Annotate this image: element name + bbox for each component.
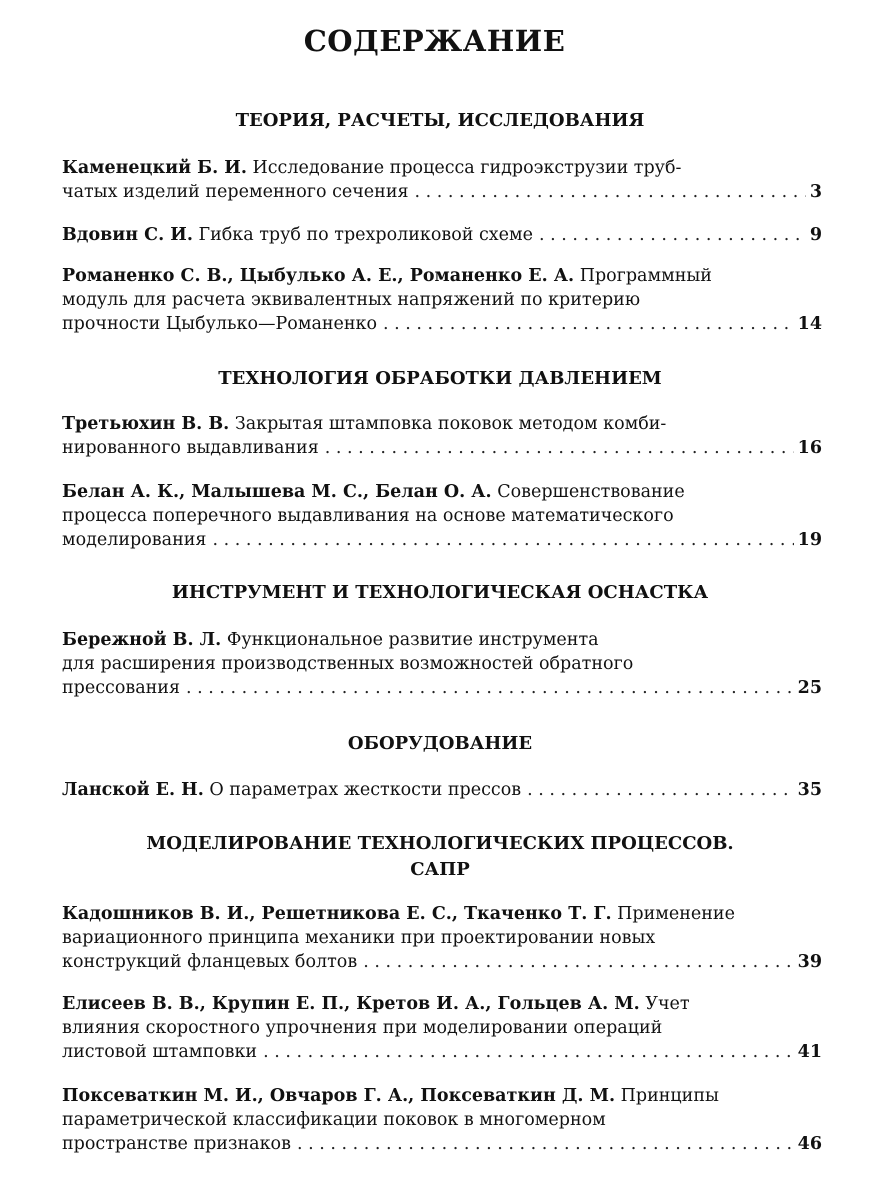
- entry-last-line: [62, 1040, 822, 1064]
- entry-title-text: нированного выдавливания: [62, 438, 319, 458]
- entry-title-text: Учет: [645, 994, 690, 1014]
- entry-line: для расширения производственных возможностей обратного: [62, 654, 634, 674]
- section-title: [60, 831, 820, 883]
- entry-last-line: [62, 436, 822, 460]
- entry-title-text: Исследование процесса гидроэкструзии труб-: [252, 158, 682, 178]
- entry-authors: Вдовин С. И.: [62, 225, 193, 245]
- entry-last-line: [62, 180, 822, 204]
- entry-title-text: чатых изделий переменного сечения: [62, 182, 409, 202]
- entry-title-text: Функциональное развитие инструмента: [226, 630, 599, 650]
- entry-authors: Белан А. К., Малышева М. С., Белан О. А.: [62, 482, 492, 502]
- entry-last-line: [62, 950, 822, 974]
- entry-line: [62, 992, 822, 1016]
- entry-title-text: прессования: [62, 678, 181, 698]
- toc-entry[interactable]: [62, 264, 822, 336]
- entry-last-line: [62, 1132, 822, 1156]
- dot-leader: [263, 1040, 794, 1064]
- section-title: ТЕОРИЯ, РАСЧЕТЫ, ИССЛЕДОВАНИЯ: [235, 110, 645, 131]
- entry-authors: Елисеев В. В., Крупин Е. П., Кретов И. А., Гольцев А. М.: [62, 994, 640, 1014]
- entry-title-text: Принципы: [620, 1086, 719, 1106]
- entry-title-line: Гибка труб по трехроликовой схеме: [198, 225, 533, 245]
- entry-authors: Каменецкий Б. И.: [62, 158, 247, 178]
- entry-authors: Кадошников В. И., Решетникова Е. С., Ткаченко Т. Г.: [62, 904, 612, 924]
- entry-title-text: Совершенствование: [497, 482, 685, 502]
- page-number: 25: [797, 678, 822, 698]
- entry-line: [62, 902, 822, 926]
- toc-entry[interactable]: [62, 628, 822, 700]
- dot-leader: [297, 1132, 794, 1156]
- entry-authors: Третьюхин В. В.: [62, 414, 230, 434]
- entry-last-line: [62, 312, 822, 336]
- section-title-line: САПР: [410, 859, 470, 880]
- entry-title-text: моделирования: [62, 530, 207, 550]
- page-number: 14: [797, 314, 822, 334]
- section-title: ТЕХНОЛОГИЯ ОБРАБОТКИ ДАВЛЕНИЕМ: [218, 368, 662, 389]
- entry-line: вариационного принципа механики при проектировании новых: [62, 928, 656, 948]
- entry-line: [62, 480, 822, 504]
- entry-title-line: О параметрах жесткости прессов: [209, 780, 522, 800]
- page-number: 9: [809, 225, 822, 245]
- entry-title-text: листовой штамповки: [62, 1042, 258, 1062]
- entry-title-text: конструкций фланцевых болтов: [62, 952, 358, 972]
- entry-line: параметрической классификации поковок в многомерном: [62, 1110, 606, 1130]
- entry-last-line: [62, 223, 822, 247]
- page-number: 41: [797, 1042, 822, 1062]
- entry-line: [62, 1084, 822, 1108]
- page-number: 39: [797, 952, 822, 972]
- toc-entry[interactable]: [62, 778, 822, 802]
- entry-title-text: Закрытая штамповка поковок методом комби-: [234, 414, 667, 434]
- page-number: 19: [797, 530, 822, 550]
- dot-leader: [527, 778, 794, 802]
- entry-line: [62, 628, 822, 652]
- page-number: 3: [809, 182, 822, 202]
- section-title-line: МОДЕЛИРОВАНИЕ ТЕХНОЛОГИЧЕСКИХ ПРОЦЕССОВ.: [146, 833, 734, 854]
- dot-leader: [212, 528, 793, 552]
- toc-entry[interactable]: [62, 480, 822, 552]
- entry-authors: Романенко С. В., Цыбулько А. Е., Романенко Е. А.: [62, 266, 575, 286]
- entry-title-text: [62, 223, 533, 247]
- entry-authors: Поксеваткин М. И., Овчаров Г. А., Поксеваткин Д. М.: [62, 1086, 616, 1106]
- dot-leader: [363, 950, 793, 974]
- page-number: 46: [797, 1134, 822, 1154]
- entry-title-text: пространстве признаков: [62, 1134, 291, 1154]
- entry-last-line: [62, 676, 822, 700]
- toc-entry[interactable]: [62, 156, 822, 204]
- entry-line: [62, 264, 822, 288]
- page-number: 16: [797, 438, 822, 458]
- toc-entry[interactable]: [62, 992, 822, 1064]
- dot-leader: [415, 180, 806, 204]
- entry-line: процесса поперечного выдавливания на основе математического: [62, 506, 674, 526]
- page-title: СОДЕРЖАНИЕ: [303, 24, 566, 58]
- entry-title-text: прочности Цыбулько—Романенко: [62, 314, 378, 334]
- entry-title-text: Применение: [617, 904, 735, 924]
- toc-entry[interactable]: [62, 902, 822, 974]
- dot-leader: [539, 223, 806, 247]
- entry-last-line: [62, 778, 822, 802]
- section-title: ОБОРУДОВАНИЕ: [347, 733, 533, 754]
- entry-line: [62, 412, 822, 436]
- entry-line: влияния скоростного упрочнения при моделировании операций: [62, 1018, 663, 1038]
- entry-line: модуль для расчета эквивалентных напряжений по критерию: [62, 290, 641, 310]
- dot-leader: [186, 676, 794, 700]
- entry-title-text: Программный: [579, 266, 712, 286]
- section-title: ИНСТРУМЕНТ И ТЕХНОЛОГИЧЕСКАЯ ОСНАСТКА: [171, 582, 709, 603]
- toc-entry[interactable]: [62, 223, 822, 247]
- entry-line: [62, 156, 822, 180]
- toc-entry[interactable]: [62, 412, 822, 460]
- entry-authors: Бережной В. Л.: [62, 630, 222, 650]
- dot-leader: [383, 312, 794, 336]
- page-number: 35: [797, 780, 822, 800]
- toc-entry[interactable]: [62, 1084, 822, 1156]
- entry-last-line: [62, 528, 822, 552]
- dot-leader: [325, 436, 794, 460]
- entry-title-text: [62, 778, 521, 802]
- entry-authors: Ланской Е. Н.: [62, 780, 204, 800]
